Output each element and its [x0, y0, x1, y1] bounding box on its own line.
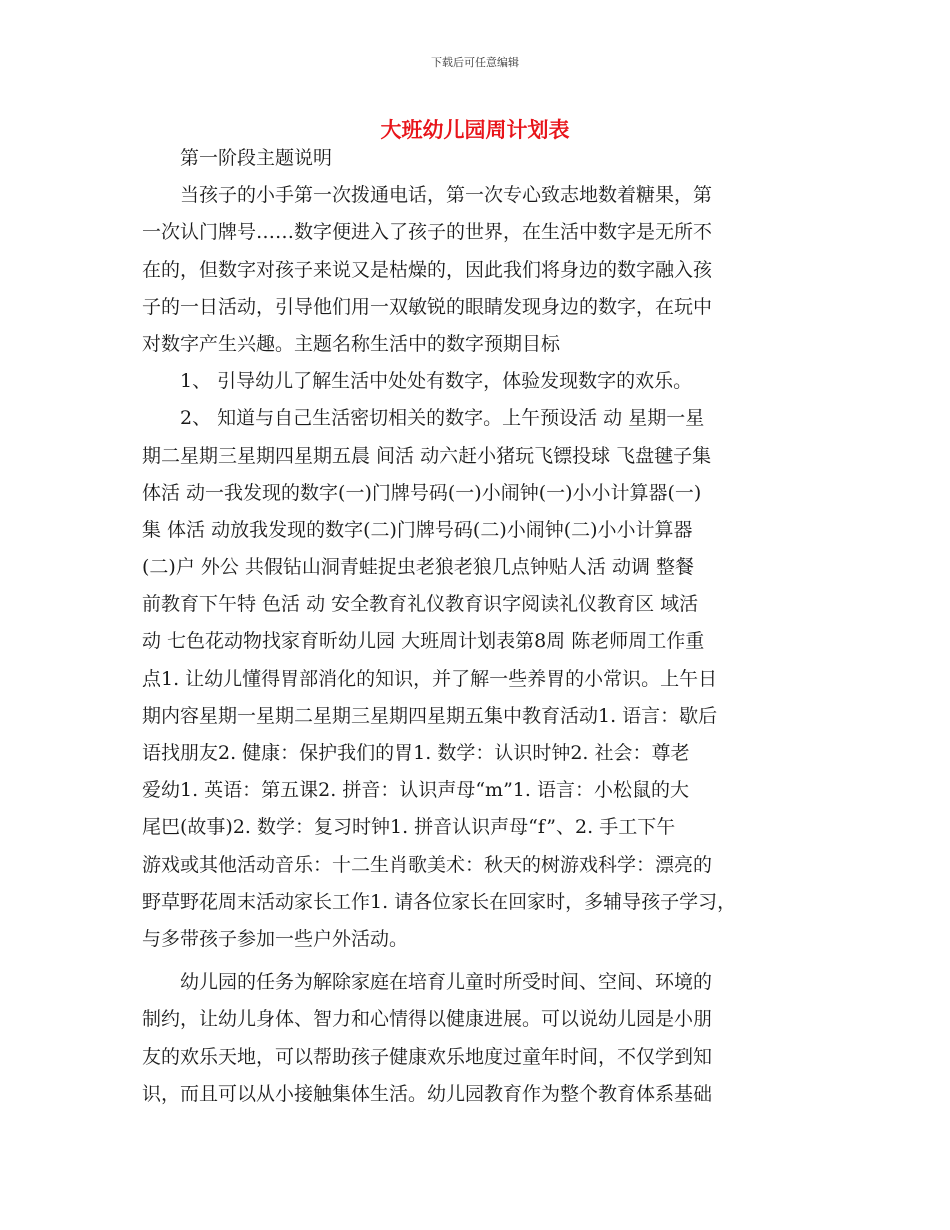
document-body — [142, 140, 810, 1113]
text-line: 对数字产生兴趣。主题名称生活中的数字预期目标 — [142, 332, 561, 355]
text-line: 幼儿园的任务为解除家庭在培育儿童时所受时间、空间、环境的 — [142, 971, 713, 994]
text-line: 语找朋友2. 健康：保护我们的胃1. 数学：认识时钟2. 社会：尊老 — [142, 742, 690, 764]
text-line: 当孩子的小手第一次拨通电话，第一次专心致志地数着糖果，第 — [142, 184, 713, 207]
text-line: 1、 引导幼儿了解生活中处处有数字，体验发现数字的欢乐。 — [142, 370, 693, 393]
text-line: 2、 知道与自己生活密切相关的数字。上午预设活 动 星期一星 — [142, 407, 705, 430]
document-title: 大班幼儿园周计划表 — [380, 118, 570, 142]
text-line: 体活 动一我发现的数字(一)门牌号码(一)小闹钟(一)小小计算器(一) — [142, 481, 702, 504]
text-line: 野草野花周末活动家长工作1. 请各位家长在回家时，多辅导孩子学习， — [142, 890, 737, 913]
text-line: 与多带孩子参加一些户外活动。 — [142, 927, 409, 950]
page-header-note: 下载后可任意编辑 — [431, 56, 519, 69]
text-line: 集 体活 动放我发现的数字(二)门牌号码(二)小闹钟(二)小小计算器 — [142, 518, 693, 541]
text-line: 游戏或其他活动音乐：十二生肖歌美术：秋天的树游戏科学：漂亮的 — [142, 853, 713, 876]
text-line: 友的欢乐天地，可以帮助孩子健康欢乐地度过童年时间，不仅学到知 — [142, 1045, 713, 1068]
text-line: 子的一日活动，引导他们用一双敏锐的眼睛发现身边的数字，在玩中 — [142, 295, 713, 318]
text-line: 制约，让幼儿身体、智力和心情得以健康进展。可以说幼儿园是小朋 — [142, 1008, 713, 1031]
text-line: 点1. 让幼儿懂得胃部消化的知识，并了解一些养胃的小常识。上午日 — [142, 667, 718, 690]
text-line: (二)户 外公 共假钻山洞青蛙捉虫老狼老狼几点钟贴人活 动调 整餐 — [142, 556, 694, 579]
text-line: 爱幼1. 英语：第五课2. 拼音：认识声母“m”1. 语言：小松鼠的大 — [142, 779, 689, 802]
text-line: 前教育下午特 色活 动 安全教育礼仪教育识字阅读礼仪教育区 域活 — [142, 593, 699, 616]
text-line: 动 七色花动物找家育昕幼儿园 大班周计划表第8周 陈老师周工作重 — [142, 630, 705, 653]
text-line: 一次认门牌号……数字便进入了孩子的世界，在生活中数字是无所不 — [142, 221, 713, 244]
text-line: 尾巴(故事)2. 数学：复习时钟1. 拼音认识声母“f”、2. 手工下午 — [142, 816, 676, 839]
text-line: 识，而且可以从小接触集体生活。幼儿园教育作为整个教育体系基础 — [142, 1082, 713, 1105]
text-line: 期内容星期一星期二星期三星期四星期五集中教育活动1. 语言：歇后 — [142, 704, 718, 727]
text-line: 第一阶段主题说明 — [142, 147, 333, 169]
text-line: 期二星期三星期四星期五晨 间活 动六赶小猪玩飞镖投球 飞盘毽子集 — [142, 444, 712, 467]
text-line: 在的，但数字对孩子来说又是枯燥的，因此我们将身边的数字融入孩 — [142, 258, 713, 281]
